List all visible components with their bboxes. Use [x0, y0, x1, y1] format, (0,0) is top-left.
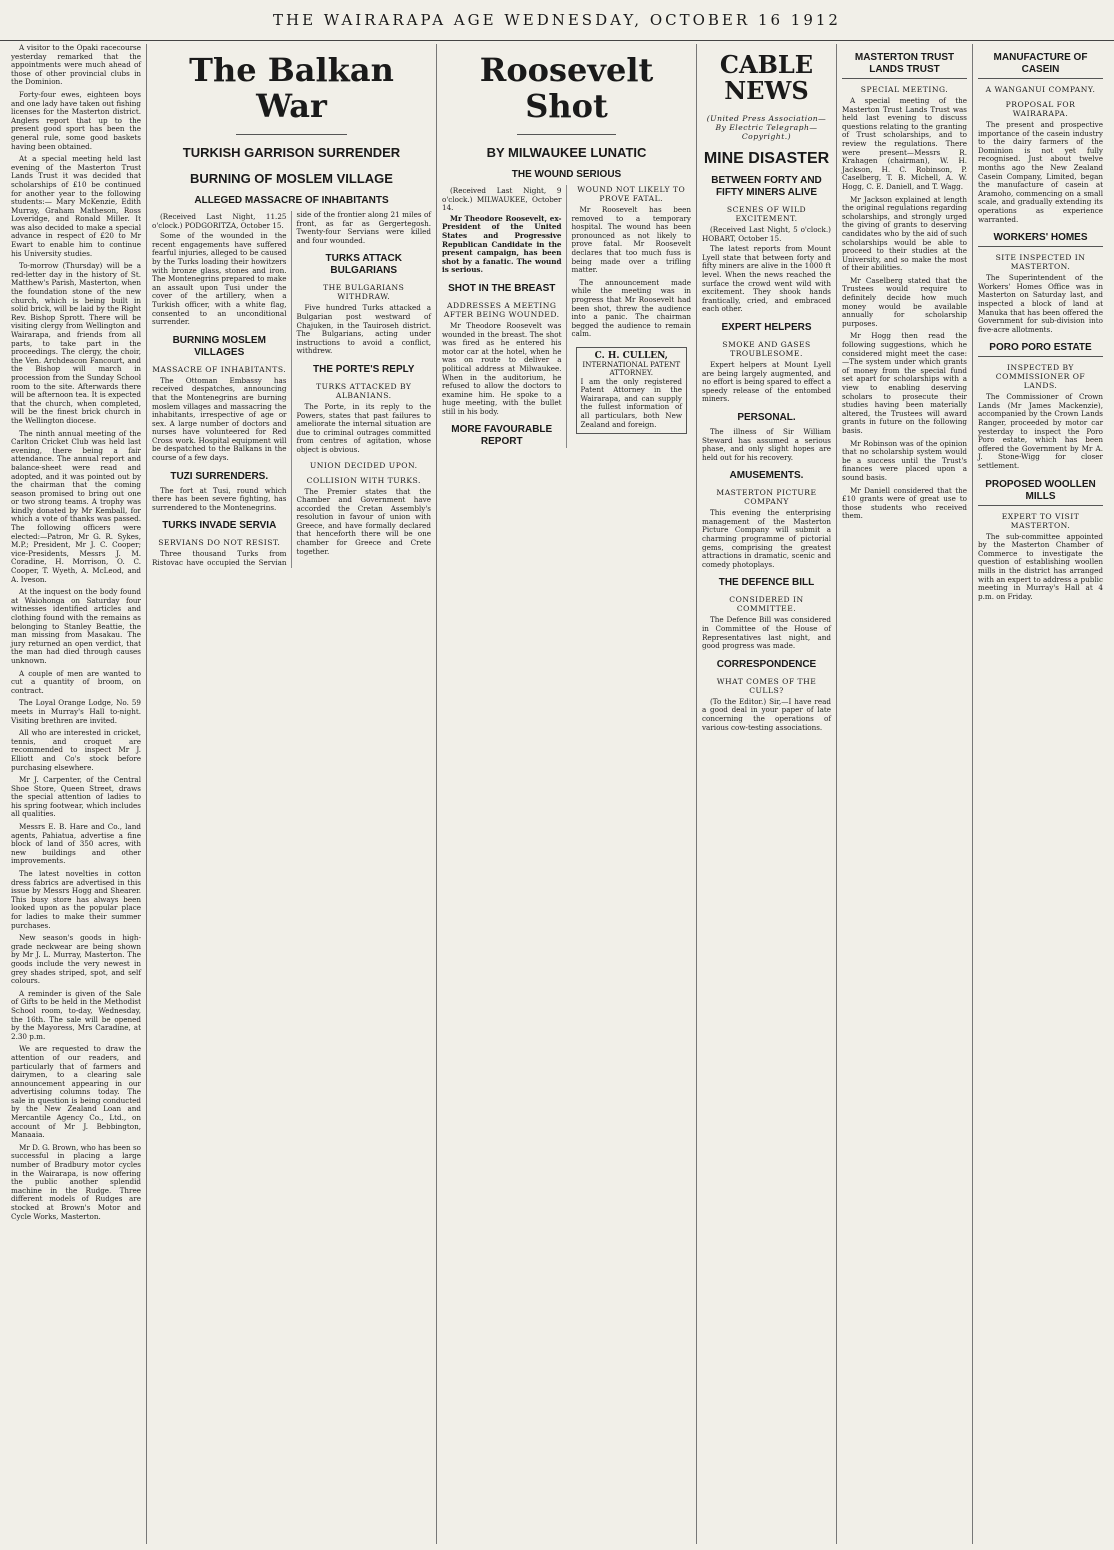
balkan-subhead-1: TURKISH GARRISON SURRENDER — [182, 145, 401, 160]
section-subheading: SITE INSPECTED IN MASTERTON. — [995, 253, 1086, 272]
column-trust-lands — [836, 44, 972, 1544]
section-heading: BURNING MOSLEM VILLAGES — [172, 334, 266, 358]
section-subheading: ADDRESSES A MEETING AFTER BEING WOUNDED. — [443, 300, 560, 319]
roosevelt-subhead-1: BY MILWAUKEE LUNATIC — [486, 145, 647, 160]
article-paragraph: Mr Daniell considered that the £10 grants were of great use to those students who received them. — [842, 485, 967, 521]
article-paragraph: Mr Robinson was of the opinion that no scholarship system would be a success until the Trust's finances were placed upon a sound basis. — [842, 438, 967, 482]
local-news-paragraph: A visitor to the Opaki racecourse yesterday remarked that the appointments were much ahead of those of other provincial clubs in the Dominion. — [11, 44, 141, 87]
section-heading: TURKS ATTACK BULGARIANS — [325, 253, 402, 277]
column-balkan-war — [146, 44, 436, 1544]
article-paragraph: Mr Caselberg stated that the Trustees would require to definitely decide how much money would be available annually for scholarship purposes. — [842, 275, 967, 328]
roosevelt-body — [442, 185, 691, 448]
divider — [517, 134, 617, 135]
section-subheading: MASTERTON PICTURE COMPANY — [716, 488, 817, 507]
article-paragraph: Some of the wounded in the recent engagements have suffered fearful injuries, alleged to be caused by the Turks loading their howitzers with bronze glass, stones and iron. The Montenegrins prepared to make an assault upon Tusi under the cover of the artillery, when a Turkish officer, with a white flag, consented to an unconditional surrender. — [152, 231, 287, 327]
local-news-paragraph: All who are interested in cricket, tennis, and croquet are recommended to inspect Mr J. Elliott and Co's stock before purchasing elsewhere. — [11, 728, 141, 772]
mine-disaster-subheading: BETWEEN FORTY AND FIFTY MINERS ALIVE — [711, 175, 822, 198]
local-news-paragraph: Mr J. Carpenter, of the Central Shoe Store, Queen Street, draws the special attention of ladies to his spring footwear, which includes all qualities. — [11, 775, 141, 819]
article-paragraph: The Commissioner of Crown Lands (Mr James Mackenzie), accompanied by the Crown Lands Ranger, proceeded by motor car yesterday to inspect the Poro Poro estate, which has been offered the Government by Mr A. J. Stone-Wigg for closer settlement. — [978, 392, 1103, 471]
column-casein — [972, 44, 1108, 1544]
article-paragraph: The illness of Sir William Steward has assumed a serious phase, and only slight hopes are held out for his recovery. — [702, 426, 831, 462]
section-heading: SHOT IN THE BREAST — [448, 282, 556, 294]
mine-disaster-heading: MINE DISASTER — [703, 150, 830, 167]
section-heading: CORRESPONDENCE — [716, 658, 817, 670]
section-heading: THE DEFENCE BILL — [718, 577, 815, 589]
cullen-advertisement — [576, 347, 688, 434]
article-paragraph: Mr Theodore Roosevelt, ex-President of the United States and Progressive Republican Candidate in the present campaign, has been shot by a fanatic. The wound is serious. — [442, 213, 562, 275]
balkan-war-headline: The Balkan War — [189, 51, 394, 125]
section-subheading: COLLISION WITH TURKS. — [306, 475, 421, 485]
dateline: (Received Last Night, 5 o'clock.) HOBART, October 15. — [702, 225, 831, 243]
article-paragraph: The present and prospective importance of the casein industry to the dairy farmers of the Dominion is not yet fully recognised. Just about twelve months ago the New Zealand Casein Company, Limited, began the manufacture of casein at Aramoho, commencing on a small scale, and gradually extending its operations as experience warranted. — [978, 120, 1103, 224]
section-heading: PORO PORO ESTATE — [978, 342, 1103, 357]
section-heading: THE PORTE'S REPLY — [313, 363, 415, 375]
balkan-body — [152, 211, 431, 568]
section-subheading: SMOKE AND GASES TROUBLESOME. — [722, 339, 811, 358]
section-subheading: TURKS ATTACKED BY ALBANIANS. — [316, 381, 412, 400]
section-heading: TURKS INVADE SERVIA — [162, 520, 277, 532]
section-heading: MORE FAVOURABLE REPORT — [451, 424, 553, 448]
article-paragraph: Expert helpers at Mount Lyell are being largely augmented, and no effort is being spared to effect a speedy release of the entombed miners. — [702, 359, 831, 404]
section-heading: TUZI SURRENDERS. — [170, 470, 269, 482]
section-subheading: CONSIDERED IN COMMITTEE. — [729, 595, 804, 614]
article-paragraph: The announcement made while the meeting was in progress that Mr Roosevelt had been shot, threw the audience into a panic. The chairman begged the audience to remain calm. — [571, 277, 691, 339]
page-columns — [6, 44, 1108, 1544]
article-paragraph: The Porte, in its reply to the Powers, states that past failures to ameliorate the internal situation are due to criminal outrages committed from centres of agitation, whose object is obvious. — [296, 401, 431, 454]
article-paragraph: The Premier states that the Chamber and Government have accorded the Cretan Assembly's resolution in favour of union with Greece, and have formally declared that henceforth there will be one chamber for Greece and Crete together. — [296, 486, 431, 556]
local-news-paragraph: We are requested to draw the attention of our readers, and particularly that of farmers and dairymen, to a clearing sale announcement appearing in our advertising columns today. The sale in question is being conducted by the New Zealand Loan and Mercantile Agency Co., Ltd., on account of Mr J. Bebbington, Manaaia. — [11, 1044, 141, 1140]
local-news-paragraph: The latest novelties in cotton dress fabrics are advertised in this issue by Messrs Hogg and Shearer. This busy store has always been looked upon as the popular place for ladies to make their summer purchases. — [11, 869, 141, 930]
advertiser-name: C. H. CULLEN, — [594, 350, 668, 361]
local-news-paragraph: At a special meeting held last evening of the Masterton Trust Lands Trust it was decided that scholarships of £10 be continued for another year to the following students:— Mary McKenzie, Edith Murray, Graham Matheson, Ross Loveridge, and Ronald Miller. It was also decided to make a special advance in respect of £20 to Mr Ewart to enable him to continue his University studies. — [11, 154, 141, 258]
article-paragraph: Mr Roosevelt has been removed to a temporary hospital. The wound has been pronounced as not likely to prove fatal. Mr Roosevelt declares that too much fuss is being made over a trifling matter. — [571, 205, 691, 275]
article-paragraph: This evening the enterprising management of the Masterton Picture Company will submit a charming programme of pictorial gems, comprising the greatest attractions in dramatic, scenic and comedy photoplays. — [702, 508, 831, 569]
casein-subheading-2: PROPOSAL FOR WAIRARAPA. — [1005, 100, 1076, 118]
article-paragraph: The latest reports from Mount Lyell state that between forty and fifty miners are alive in the 1000 ft level. When the news reached the surface the crowd went wild with excitement. They shook hands frantically, cried, and embraced each other. — [702, 244, 831, 314]
section-subheading: INSPECTED BY COMMISSIONER OF LANDS. — [995, 363, 1086, 391]
article-paragraph: Three thousand Turks from Ristovac have occupied the Servian side of the frontier along 21 miles of front, as far as Gergertegosh. Twenty-four Servians were killed and four wounded. — [152, 210, 431, 568]
masthead: THE WAIRARAPA AGE WEDNESDAY, OCTOBER 16 1912 — [0, 0, 1114, 41]
article-paragraph: (To the Editor.) Sir,—I have read a good deal in your paper of late concerning the operations of various cow-testing associations. — [702, 696, 831, 732]
local-news-paragraphs — [11, 44, 141, 1221]
section-heading: PERSONAL. — [737, 411, 796, 423]
article-paragraph: The Superintendent of the Workers' Homes Office was in Masterton on Saturday last, and inspected a block of land at Manuka that has been offered the Government for sub-division into five-acre allotments. — [978, 273, 1103, 334]
section-subheading: THE BULGARIANS WITHDRAW. — [323, 283, 405, 302]
local-news-paragraph: Mr D. G. Brown, who has been so successful in placing a large number of Bradbury motor cycles in the Wairarapa, is now offering the public another splendid machine in the Rudge. Three different models of Rudges are stocked at Brown's Motor and Cycle Works, Masterton. — [11, 1142, 141, 1221]
section-subheading: EXPERT TO VISIT MASTERTON. — [1001, 511, 1080, 530]
balkan-subhead-3: ALLEGED MASSACRE OF INHABITANTS — [194, 195, 389, 206]
section-subheading: WOUND NOT LIKELY TO PROVE FATAL. — [577, 185, 686, 203]
casein-subheading: A WANGANUI COMPANY. — [985, 85, 1096, 94]
section-heading: EXPERT HELPERS — [721, 321, 812, 333]
balkan-subhead-2: BURNING OF MOSLEM VILLAGE — [190, 171, 393, 186]
article-paragraph: The Ottoman Embassy has received despatches, announcing that the Montenegrins are burning moslem villages and massacring the inhabitants, irrespective of age or sex. A large number of doctors and nurses have volunteered for Red Cross work. Hospital equipment will be despatched to the Balkans in the course of a few days. — [152, 375, 287, 463]
roosevelt-subhead-2: THE WOUND SERIOUS — [511, 169, 622, 180]
local-news-paragraph: At the inquest on the body found at Waiohonga on Saturday four witnesses identified articles and clothing found with the remains as belonging to Stanley Beattie, the man missing from Masakau. The jury returned an open verdict, that the man had died through causes unknown. — [11, 587, 141, 665]
roosevelt-headline: Roosevelt Shot — [479, 51, 654, 125]
article-paragraph: Mr Theodore Roosevelt was wounded in the breast. The shot was fired as he entered his motor car at the hotel, when he was on route to deliver a political address at Milwaukee. When in the auditorium, he refused to allow the doctors to examine him. He spoke to a huge meeting, with the bullet still in his body. — [442, 320, 562, 416]
local-news-paragraph: The Loyal Orange Lodge, No. 59 meets in Murray's Hall to-night. Visiting brethren are invited. — [11, 698, 141, 725]
local-news-paragraph: A couple of men are wanted to cut a quantity of broom, on contract. — [11, 668, 141, 695]
casein-headline: MANUFACTURE OF CASEIN — [978, 52, 1103, 79]
section-subheading: SCENES OF WILD EXCITEMENT. — [726, 205, 807, 223]
local-news-paragraph: The ninth annual meeting of the Carlton Cricket Club was held last evening, there being a fair attendance. The annual report and balance-sheet were read and adopted, and it was pointed out by the chairman that the coming season promised to bring out one or two strong teams. A trophy was kindly donated by Mr Kemball, for which a vote of thanks was passed. The following officers were elected:—Patron, Mr G. R. Sykes, M.P.; President, Mr J. C. Cooper; vice-Presidents, Messrs J. M. Coradine, H. Morrison, O. C. Cooper, T. Wyeth, A. McLeod, and A. Iveson. — [11, 428, 141, 584]
section-heading: WORKERS' HOMES — [978, 232, 1103, 247]
column-cable-news — [696, 44, 836, 1544]
trust-lands-subheading: SPECIAL MEETING. — [860, 85, 949, 94]
dateline: (Received Last Night, 9 o'clock.) MILWAUKEE, October 14. — [442, 186, 562, 213]
cable-news-byline: (United Press Association—By Electric Telegraph—Copyright.) — [706, 114, 827, 141]
article-paragraph: A special meeting of the Masterton Trust Lands Trust was held last evening to discuss questions relating to the granting of Trust scholarships, and to review the regulations. There were present—Messrs R. Krahagen (chairman), W. H. Jackson, H. C. Robinson, P. Caselberg, T. B. Michell, A. W. Hogg, C. E. Daniell, and T. Wagg. — [842, 96, 967, 191]
local-news-paragraph: To-morrow (Thursday) will be a red-letter day in the history of St. Matthew's Parish, Masterton, when the foundation stone of the new church, which is being built in solid brick, will be laid by the Right Rev. Bishop Sprott. There will be visiting clergy from Wellington and Wairarapa, and friends from all parts, to take part in the proceedings. The clergy, the choir, the Ven. Archdeacon Fancourt, and the Bishop will march in procession from the Sunday School room to the site. Afterwards there will be afternoon tea. It is expected that the church, when completed, will be the finest brick church in the Wellington diocese. — [11, 261, 141, 425]
article-paragraph: The Defence Bill was considered in Committee of the House of Representatives last night, and good progress was made. — [702, 615, 831, 651]
advertisement-body: I am the only registered Patent Attorney in the Wairarapa, and can supply the fullest information of all particulars, both New Zealand and foreign. — [580, 376, 682, 429]
article-paragraph: Mr Jackson explained at length the original regulations regarding scholarships, and strongly urged the giving of grants to deserving candidates who by the aid of such scholarships would be able to proceed to their studies at the University, and so make the most of their abilities. — [842, 194, 967, 273]
section-subheading: WHAT COMES OF THE CULLS? — [716, 676, 817, 695]
article-paragraph: The sub-committee appointed by the Masterton Chamber of Commerce to investigate the question of establishing woollen mills in the district has arranged with an expert to address a public meeting in Murray's Hall at 4 p.m. on Friday. — [978, 531, 1103, 601]
local-news-paragraph: New season's goods in high-grade neckwear are being shown by Mr J. L. Murray, Masterton. The goods include the very newest in grey shades striped, spot, and self colours. — [11, 933, 141, 986]
advertiser-title: INTERNATIONAL PATENT ATTORNEY. — [582, 359, 681, 378]
divider — [236, 134, 348, 135]
section-subheading: SERVIANS DO NOT RESIST. — [158, 538, 281, 548]
article-paragraph: Mr Hogg then read the following suggestions, which he considered might meet the case:—The system under which grants of money from the special fund set apart for scholarships with a view to enabling deserving scholars to prosecute their studies having been materially altered, the Trustees will award grants in future on the following basis. — [842, 331, 967, 435]
section-heading: AMUSEMENTS. — [729, 470, 804, 482]
local-news-paragraph: A reminder is given of the Sale of Gifts to be held in the Methodist School room, to-day, Wednesday, the 16th. The sale will be opened by the Mayoress, Mrs Caradine, at 2.30 p.m. — [11, 988, 141, 1041]
column-local-news — [6, 44, 146, 1544]
column-roosevelt — [436, 44, 696, 1544]
dateline: (Received Last Night, 11.25 o'clock.) PODGORITZA, October 15. — [152, 212, 287, 230]
article-paragraph: Five hundred Turks attacked a Bulgarian post westward of Chajuken, in the Tauiroseh district. The Bulgarians, acting under instructions to avoid a conflict, withdrew. — [296, 303, 431, 356]
local-news-paragraph: Forty-four ewes, eighteen boys and one lady have taken out fishing licenses for the Masterton district. Anglers report that up to the present good sport has been the general rule, some good baskets having been obtained. — [11, 89, 141, 151]
cable-news-headline: CABLE NEWS — [719, 50, 814, 105]
section-subheading: UNION DECIDED UPON. — [309, 460, 418, 470]
trust-lands-headline: MASTERTON TRUST LANDS TRUST — [842, 52, 967, 79]
section-subheading: MASSACRE OF INHABITANTS. — [152, 364, 287, 374]
article-paragraph: The fort at Tusi, round which there has been severe fighting, has surrendered to the Montenegrins. — [152, 485, 287, 512]
section-heading: PROPOSED WOOLLEN MILLS — [978, 479, 1103, 506]
local-news-paragraph: Messrs E. B. Hare and Co., land agents, Pahiatua, advertise a fine block of land of 350 acres, with new buildings and other improvements. — [11, 822, 141, 866]
